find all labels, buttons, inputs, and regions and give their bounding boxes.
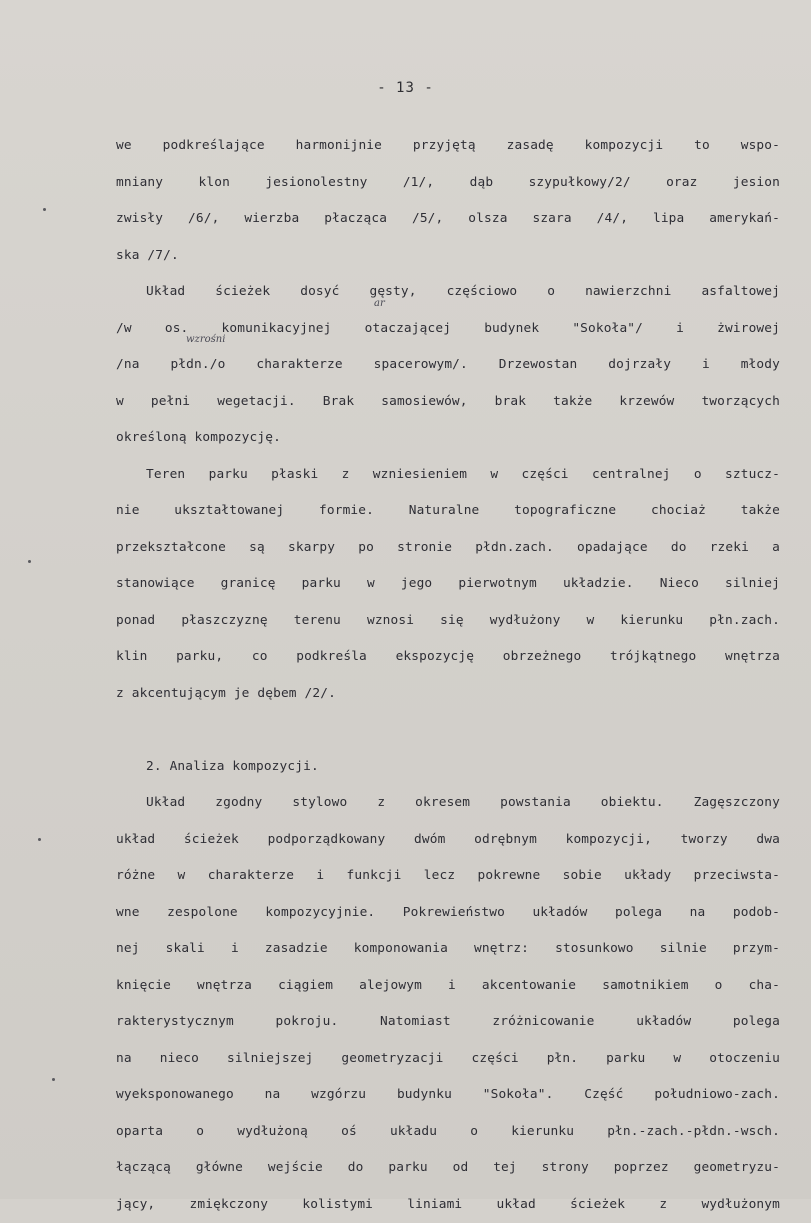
- text-line: w pełni wegetacji. Brak samosiewów, brak także krzewów tworzących: [116, 384, 780, 421]
- margin-speck: [43, 208, 46, 211]
- body-text: [116, 128, 780, 1223]
- text-line: z akcentującym je dębem /2/.: [116, 676, 780, 713]
- text-line: przekształcone są skarpy po stronie płdn.zach. opadające do rzeki a: [116, 530, 780, 567]
- text-line: knięcie wnętrza ciągiem alejowym i akcentowanie samotnikiem o cha-: [116, 968, 780, 1005]
- text-line: zwisły /6/, wierzba płacząca /5/, olsza szara /4/, lipa amerykań-: [116, 201, 780, 238]
- text-line: klin parku, co podkreśla ekspozycję obrzeżnego trójkątnego wnętrza: [116, 639, 780, 676]
- text-line: na nieco silniejszej geometryzacji części płn. parku w otoczeniu: [116, 1041, 780, 1078]
- margin-speck: [38, 838, 41, 841]
- handwritten-annotation: ar: [374, 298, 385, 309]
- text-line: różne w charakterze i funkcji lecz pokrewne sobie układy przeciwsta-: [116, 858, 780, 895]
- margin-speck: [52, 1078, 55, 1081]
- text-line: nie ukształtowanej formie. Naturalne topograficzne chociaż także: [116, 493, 780, 530]
- text-line: wne zespolone kompozycyjnie. Pokrewieństwo układów polega na podob-: [116, 895, 780, 932]
- text-line: /na płdn./o charakterze spacerowym/. Drzewostan dojrzały i młody: [116, 347, 780, 384]
- text-line: mniany klon jesionolestny /1/, dąb szypułkowy/2/ oraz jesion: [116, 165, 780, 202]
- text-line: wyeksponowanego na wzgórzu budynku "Sokoła". Część południowo-zach.: [116, 1077, 780, 1114]
- text-line: /w os. komunikacyjnej otaczającej budynek "Sokoła"/ i żwirowej: [116, 311, 780, 348]
- blank-line: [116, 712, 780, 749]
- text-line: nej skali i zasadzie komponowania wnętrz: stosunkowo silnie przym-: [116, 931, 780, 968]
- text-line: układ ścieżek podporządkowany dwóm odrębnym kompozycji, tworzy dwa: [116, 822, 780, 859]
- text-line: określoną kompozycję.: [116, 420, 780, 457]
- text-line: rakterystycznym pokroju. Natomiast zróżnicowanie układów polega: [116, 1004, 780, 1041]
- text-line: jący, zmiękczony kolistymi liniami układ ścieżek z wydłużonym: [116, 1187, 780, 1223]
- text-line: łączącą główne wejście do parku od tej strony poprzez geometryzu-: [116, 1150, 780, 1187]
- text-line: we podkreślające harmonijnie przyjętą zasadę kompozycji to wspo-: [116, 128, 780, 165]
- text-line: ska /7/.: [116, 238, 780, 275]
- handwritten-annotation: wzrośni: [186, 334, 225, 345]
- text-line: stanowiące granicę parku w jego pierwotnym układzie. Nieco silniej: [116, 566, 780, 603]
- section-heading: 2. Analiza kompozycji.: [116, 749, 780, 786]
- text-line: oparta o wydłużoną oś układu o kierunku płn.-zach.-płdn.-wsch.: [116, 1114, 780, 1151]
- page-number: - 13 -: [0, 80, 811, 96]
- text-line: Teren parku płaski z wzniesieniem w części centralnej o sztucz-: [116, 457, 780, 494]
- text-line: ponad płaszczyznę terenu wznosi się wydłużony w kierunku płn.zach.: [116, 603, 780, 640]
- text-line: Układ ścieżek dosyć gęsty, częściowo o nawierzchni asfaltowej: [116, 274, 780, 311]
- text-line: Układ zgodny stylowo z okresem powstania obiektu. Zagęszczony: [116, 785, 780, 822]
- margin-speck: [28, 560, 31, 563]
